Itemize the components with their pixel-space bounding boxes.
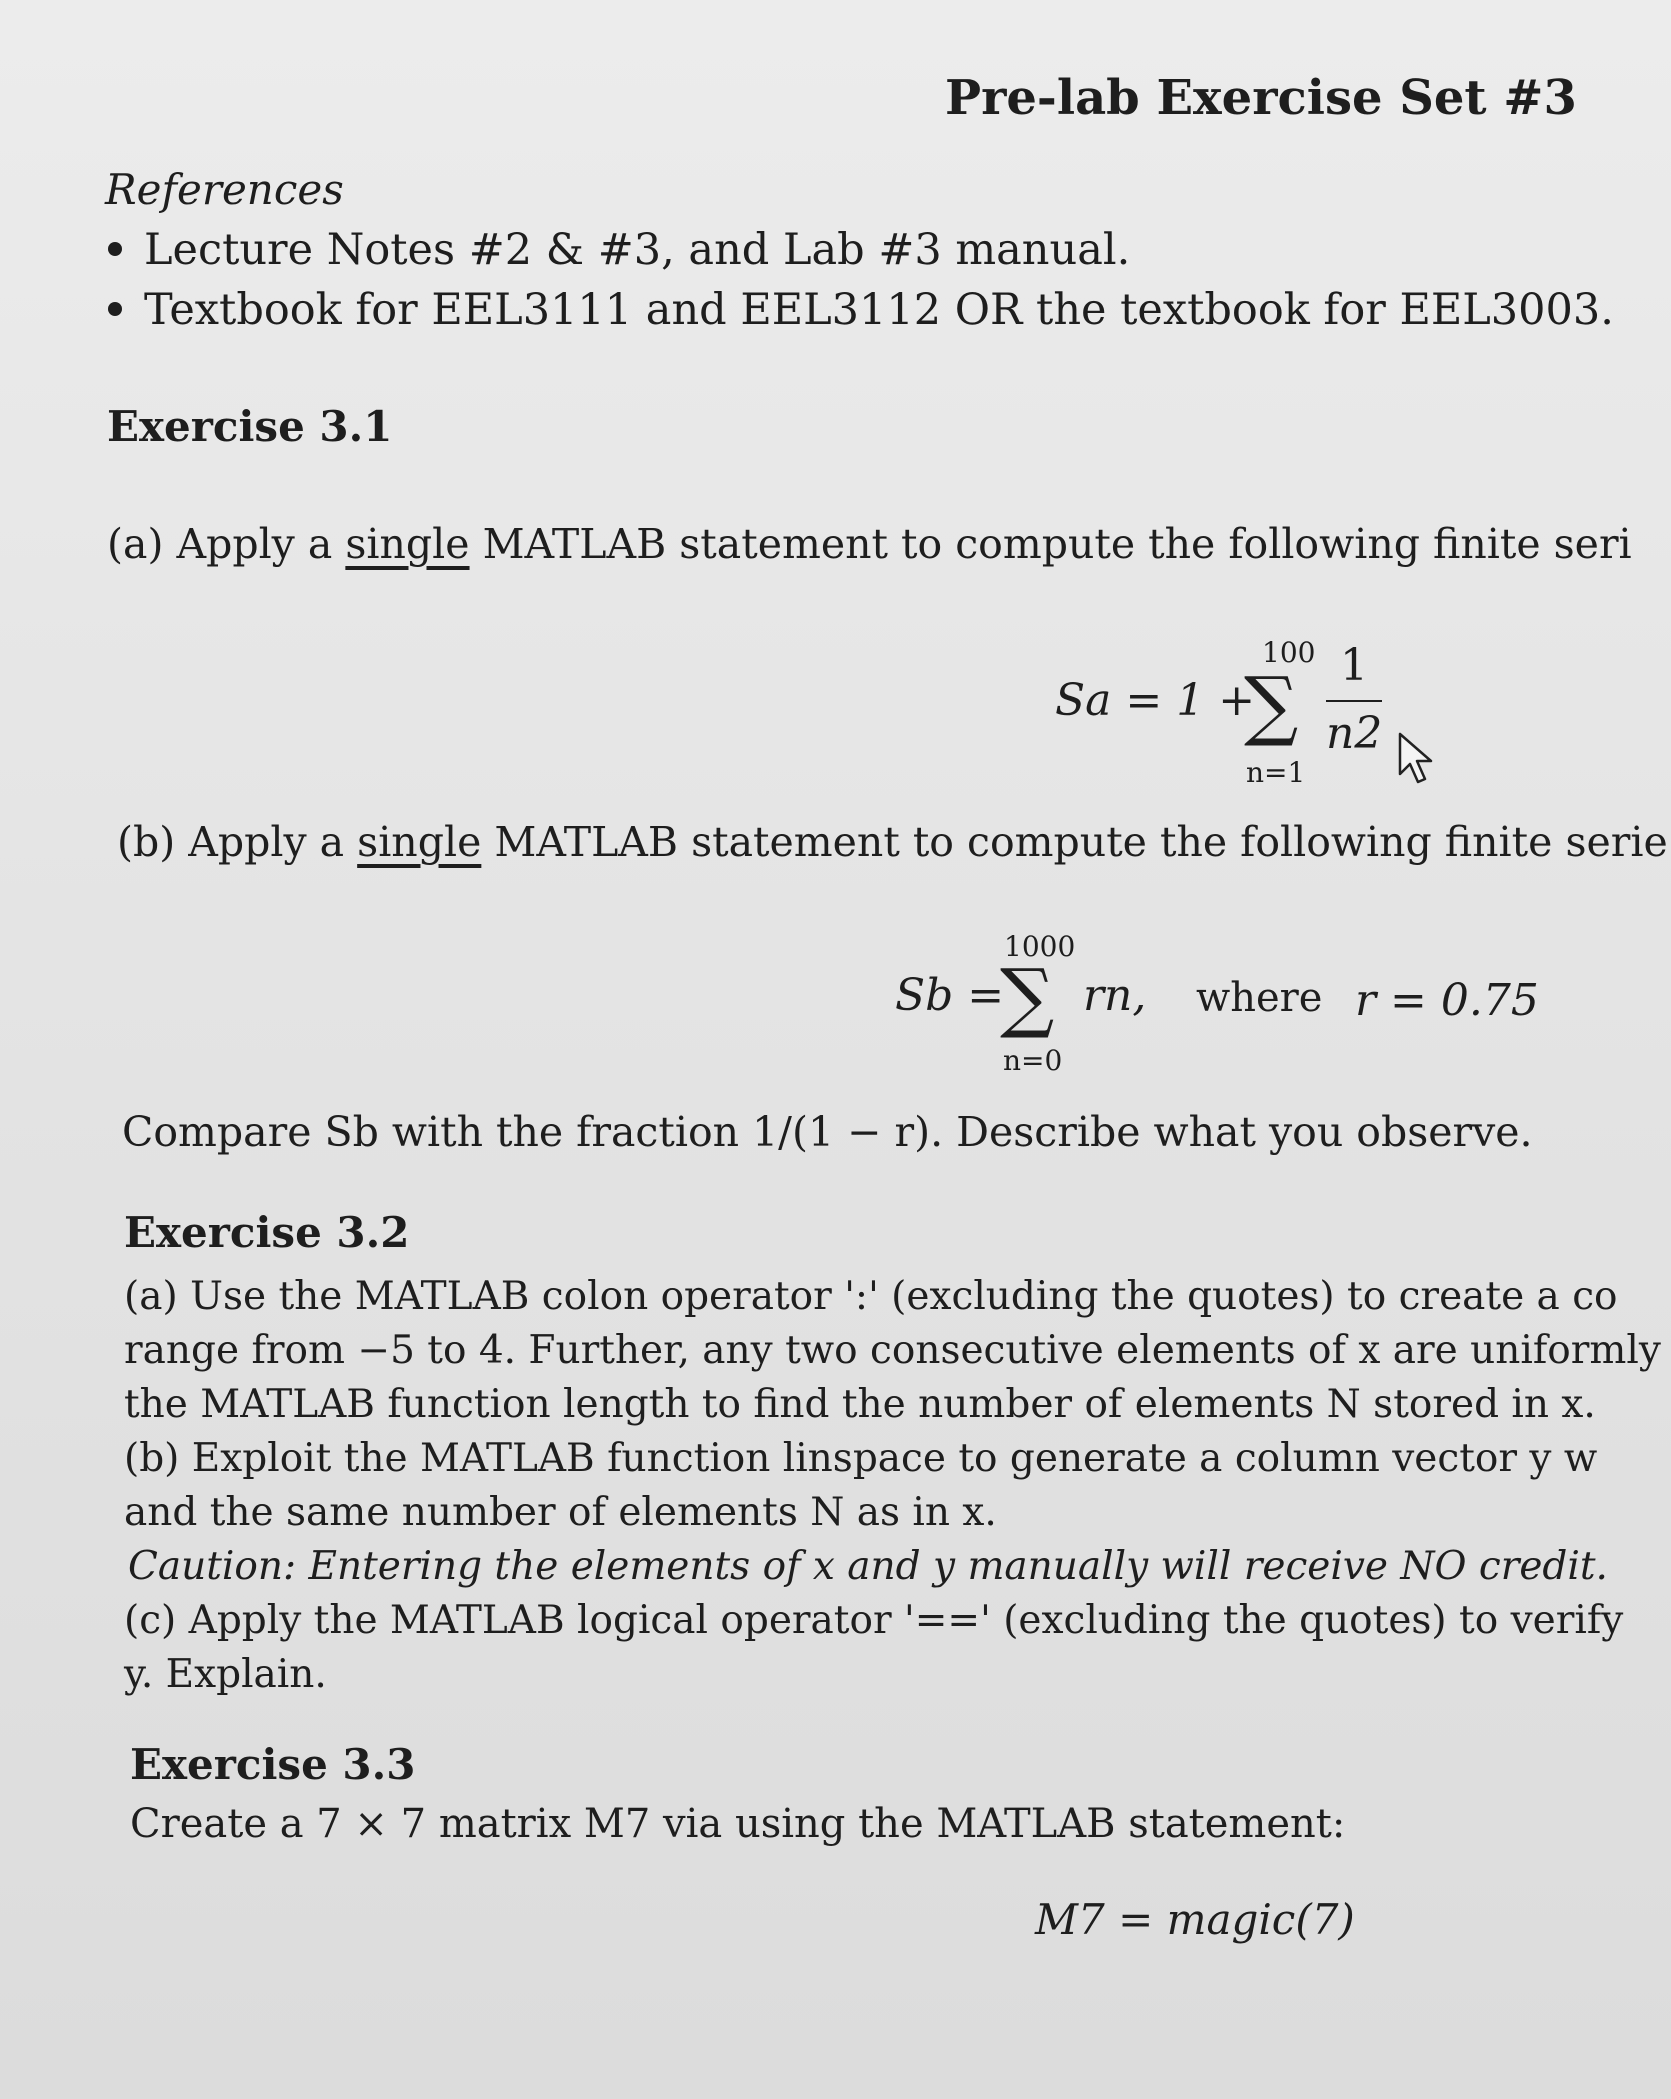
exercise-3-2-line: and the same number of elements N as in x. xyxy=(124,1490,997,1535)
mouse-pointer-icon xyxy=(1396,730,1436,786)
summation-icon: ∑ xyxy=(1244,660,1299,749)
references-heading: References xyxy=(105,165,344,214)
exercise-3-2-line: the MATLAB function length to find the number of elements N stored in x. xyxy=(124,1382,1596,1427)
part-a-emphasis: single xyxy=(345,520,470,568)
equation-m7: M7 = magic(7) xyxy=(1035,1895,1355,1944)
part-b-rest: MATLAB statement to compute the following finite serie xyxy=(481,818,1668,866)
reference-text: Lecture Notes #2 & #3, and Lab #3 manual. xyxy=(144,225,1131,275)
exercise-3-2-line: range from −5 to 4. Further, any two consecutive elements of x are uniformly xyxy=(124,1328,1661,1373)
equation-sb-lower-limit: n=0 xyxy=(1003,1044,1063,1077)
exercise-3-3-heading: Exercise 3.3 xyxy=(130,1740,416,1789)
exercise-3-2-line: (b) Exploit the MATLAB function linspace to generate a column vector y w xyxy=(124,1436,1598,1481)
exercise-3-1-part-b xyxy=(117,818,1668,866)
equation-sb-term: rn, xyxy=(1083,970,1147,1021)
reference-item xyxy=(108,285,1614,335)
part-b-emphasis: single xyxy=(357,818,482,866)
exercise-3-2-line: (a) Use the MATLAB colon operator ':' (excluding the quotes) to create a co xyxy=(124,1274,1618,1319)
equation-sb-where: where xyxy=(1196,975,1323,1021)
equation-sb-upper-limit: 1000 xyxy=(1004,930,1076,963)
summation-icon: ∑ xyxy=(1000,952,1055,1041)
equation-sb-lhs: Sb = xyxy=(895,970,1005,1021)
equation-sa-denominator: n2 xyxy=(1326,708,1383,759)
part-b-prefix: (b) Apply a xyxy=(117,818,358,866)
page-title: Pre-lab Exercise Set #3 xyxy=(945,70,1577,126)
bullet-icon xyxy=(108,242,122,256)
equation-sa-upper-limit: 100 xyxy=(1262,636,1316,669)
equation-sb-condition: r = 0.75 xyxy=(1355,975,1539,1026)
exercise-3-2-line: (c) Apply the MATLAB logical operator '==' (excluding the quotes) to verify xyxy=(124,1598,1624,1643)
exercise-3-2-line: y. Explain. xyxy=(124,1652,327,1697)
exercise-3-1-heading: Exercise 3.1 xyxy=(107,402,393,451)
exercise-3-1-compare: Compare Sb with the fraction 1/(1 − r). Describe what you observe. xyxy=(122,1108,1533,1156)
exercise-3-3-line: Create a 7 × 7 matrix M7 via using the MATLAB statement: xyxy=(130,1801,1346,1847)
equation-sa-numerator: 1 xyxy=(1340,640,1368,691)
exercise-3-2-heading: Exercise 3.2 xyxy=(124,1208,410,1257)
part-a-prefix: (a) Apply a xyxy=(107,520,346,568)
exercise-3-2-caution: Caution: Entering the elements of x and y manually will receive NO credit. xyxy=(128,1544,1608,1589)
fraction-bar xyxy=(1326,700,1382,702)
bullet-icon xyxy=(108,302,122,316)
equation-sa-lower-limit: n=1 xyxy=(1246,756,1306,789)
reference-text: Textbook for EEL3111 and EEL3112 OR the textbook for EEL3003. xyxy=(144,285,1614,335)
part-a-rest: MATLAB statement to compute the following finite seri xyxy=(469,520,1632,568)
reference-item xyxy=(108,225,1130,275)
equation-sa-lhs: Sa = 1 + xyxy=(1055,675,1256,726)
exercise-3-1-part-a xyxy=(107,520,1632,568)
